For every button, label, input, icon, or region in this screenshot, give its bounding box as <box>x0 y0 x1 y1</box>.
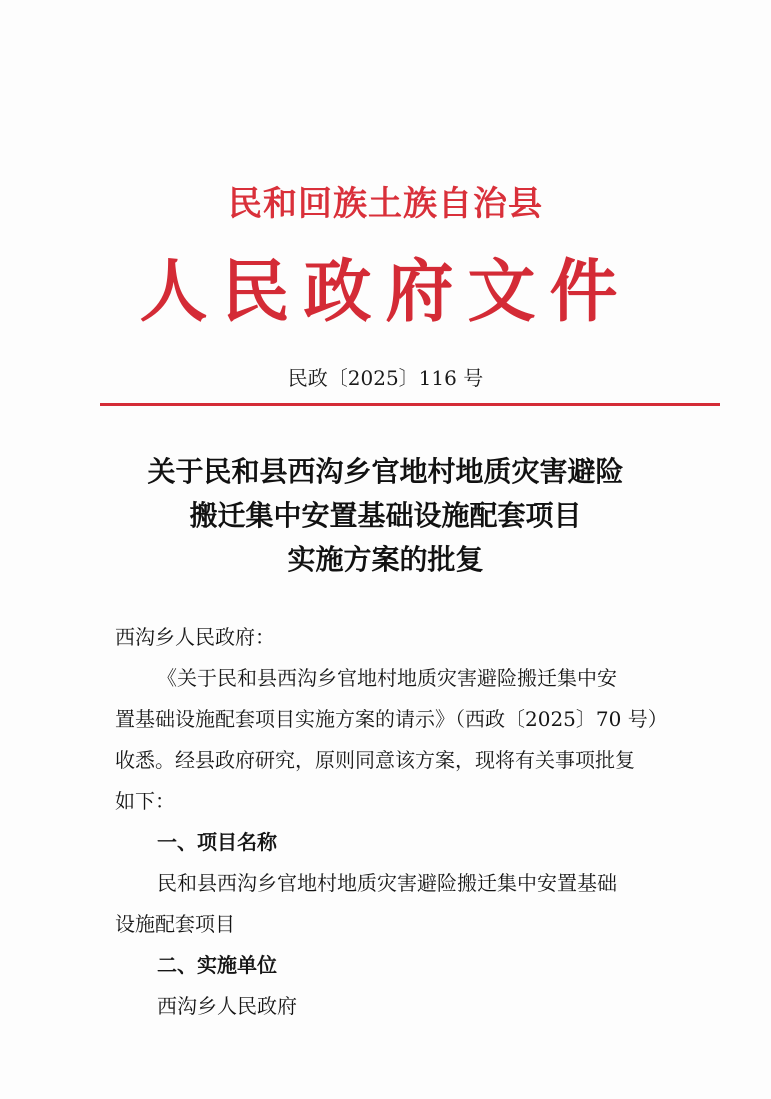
red-divider-line <box>100 403 720 406</box>
paragraph-line: 如下： <box>115 789 175 813</box>
title-line-2: 搬迁集中安置基础设施配套项目 <box>189 499 582 532</box>
section-heading-project-name: 一、项目名称 <box>157 830 277 854</box>
document-number: 民政〔2025〕116 号 <box>287 366 484 390</box>
paragraph-line: 设施配套项目 <box>115 912 235 936</box>
paragraph-line: 西沟乡人民政府 <box>157 994 297 1018</box>
title-line-3: 实施方案的批复 <box>287 543 484 576</box>
paragraph-line: 民和县西沟乡官地村地质灾害避险搬迁集中安置基础 <box>157 871 617 895</box>
title-line-1: 关于民和县西沟乡官地村地质灾害避险 <box>147 455 624 488</box>
paragraph-line: 《关于民和县西沟乡官地村地质灾害避险搬迁集中安 <box>157 666 617 690</box>
section-heading-implementing-unit: 二、实施单位 <box>157 953 277 977</box>
document-title <box>0 450 771 582</box>
document-body <box>115 617 675 1027</box>
county-name-header: 民和回族土族自治县 <box>228 184 543 224</box>
paragraph-line: 收悉。经县政府研究，原则同意该方案，现将有关事项批复 <box>115 748 635 772</box>
paragraph-line: 置基础设施配套项目实施方案的请示》（西政〔2025〕70 号） <box>115 707 668 731</box>
issuer-header: 人民政府文件 <box>139 252 632 332</box>
salutation: 西沟乡人民政府： <box>115 625 275 649</box>
